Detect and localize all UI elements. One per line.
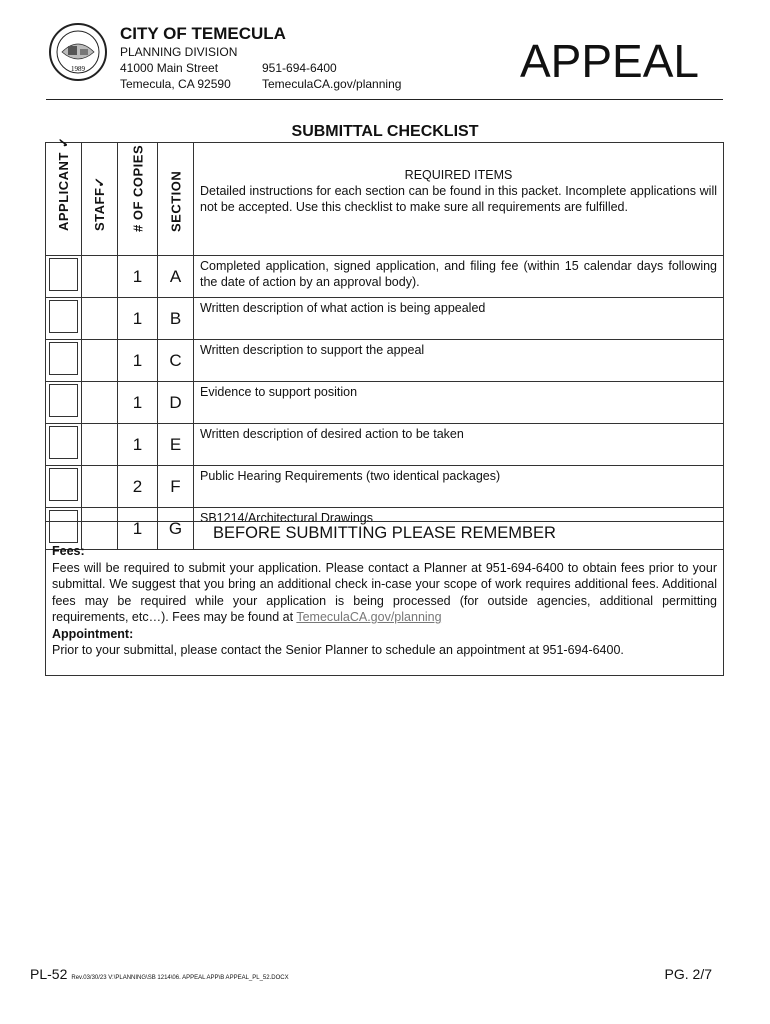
item-description: Written description of what action is being appealed bbox=[194, 298, 724, 340]
fees-text: Fees will be required to submit your application. Please contact a Planner at 951-694-6400 to obtain fees prior to your submittal. We suggest that you bring an additional check in-case your scope of work requires additional fees. Additional fees may be required while your application is being processed (for outside agencies, additional permitting requirements, etc…). Fees may be found at bbox=[52, 560, 717, 624]
staff-check-cell[interactable] bbox=[82, 466, 118, 508]
fees-paragraph bbox=[52, 560, 717, 626]
city-name: CITY OF TEMECULA bbox=[120, 24, 286, 43]
col-header-section: SECTION bbox=[158, 143, 194, 256]
submittal-checklist-table bbox=[45, 136, 724, 550]
page-number: PG. 2/7 bbox=[664, 966, 712, 982]
appointment-label: Appointment: bbox=[52, 626, 134, 641]
required-items-header bbox=[194, 143, 724, 256]
address-city: Temecula, CA 92590 bbox=[120, 77, 231, 91]
svg-text:1989: 1989 bbox=[71, 65, 85, 73]
copies-cell: 1 bbox=[118, 256, 158, 298]
col-header-applicant: APPLICANT ✓ bbox=[46, 143, 82, 256]
footer-left bbox=[30, 966, 289, 982]
applicant-checkbox[interactable] bbox=[49, 300, 78, 333]
table-row bbox=[46, 466, 724, 508]
item-description: Evidence to support position bbox=[194, 382, 724, 424]
form-title: APPEAL bbox=[520, 35, 699, 87]
remember-title: BEFORE SUBMITTING PLEASE REMEMBER bbox=[213, 524, 556, 542]
division-name: PLANNING DIVISION bbox=[120, 45, 238, 59]
copies-cell: 1 bbox=[118, 298, 158, 340]
item-description: Completed application, signed application, and filing fee (within 15 calendar days following the date of action by an approval body). bbox=[194, 256, 724, 298]
header-divider bbox=[46, 99, 723, 100]
section-cell: F bbox=[158, 466, 194, 508]
section-cell: D bbox=[158, 382, 194, 424]
revision-info: Rev.03/30/23 V:\PLANNING\SB 1214\06. APPEAL APP\B APPEAL_PL_52.DOCX bbox=[71, 975, 289, 981]
table-row bbox=[46, 382, 724, 424]
copies-cell: 2 bbox=[118, 466, 158, 508]
copies-cell: 1 bbox=[118, 424, 158, 466]
applicant-checkbox[interactable] bbox=[49, 468, 78, 501]
col-header-staff: STAFF✓ bbox=[82, 143, 118, 256]
fees-link[interactable]: TemeculaCA.gov/planning bbox=[296, 610, 442, 624]
staff-check-cell[interactable] bbox=[82, 298, 118, 340]
item-description: SB1214/Architectural Drawings bbox=[194, 508, 724, 550]
website: TemeculaCA.gov/planning bbox=[262, 77, 402, 91]
table-row bbox=[46, 298, 724, 340]
col-header-copies: # OF COPIES bbox=[118, 143, 158, 256]
address-street: 41000 Main Street bbox=[120, 61, 219, 75]
section-cell: E bbox=[158, 424, 194, 466]
applicant-checkbox[interactable] bbox=[49, 384, 78, 417]
table-row bbox=[46, 256, 724, 298]
item-description: Written description to support the appeal bbox=[194, 340, 724, 382]
copies-cell: 1 bbox=[118, 382, 158, 424]
city-seal-icon bbox=[48, 22, 108, 82]
required-items-title: REQUIRED ITEMS bbox=[404, 168, 513, 182]
section-cell: A bbox=[158, 256, 194, 298]
applicant-checkbox[interactable] bbox=[49, 426, 78, 459]
applicant-checkbox[interactable] bbox=[49, 258, 78, 291]
item-description: Public Hearing Requirements (two identical packages) bbox=[194, 466, 724, 508]
applicant-checkbox[interactable] bbox=[49, 342, 78, 375]
table-row bbox=[46, 340, 724, 382]
copies-cell: 1 bbox=[118, 340, 158, 382]
staff-check-cell[interactable] bbox=[82, 382, 118, 424]
copies-cell: 1 bbox=[118, 508, 158, 550]
section-cell: C bbox=[158, 340, 194, 382]
item-description: Written description of desired action to be taken bbox=[194, 424, 724, 466]
checklist-title: SUBMITTAL CHECKLIST bbox=[291, 123, 479, 140]
staff-check-cell[interactable] bbox=[82, 256, 118, 298]
section-cell: B bbox=[158, 298, 194, 340]
table-row bbox=[46, 424, 724, 466]
staff-check-cell[interactable] bbox=[82, 340, 118, 382]
section-cell: G bbox=[158, 508, 194, 550]
form-code: PL-52 bbox=[30, 966, 68, 982]
required-items-desc: Detailed instructions for each section can be found in this packet. Incomplete applications will not be accepted. Use this checklist to make sure all requirements are fulfilled. bbox=[200, 184, 717, 214]
fees-label: Fees: bbox=[52, 544, 85, 558]
staff-check-cell[interactable] bbox=[82, 424, 118, 466]
phone-number: 951-694-6400 bbox=[262, 61, 337, 75]
appointment-text: Prior to your submittal, please contact the Senior Planner to schedule an appointment at 951-694-6400. bbox=[52, 643, 624, 657]
remember-box bbox=[45, 521, 724, 676]
